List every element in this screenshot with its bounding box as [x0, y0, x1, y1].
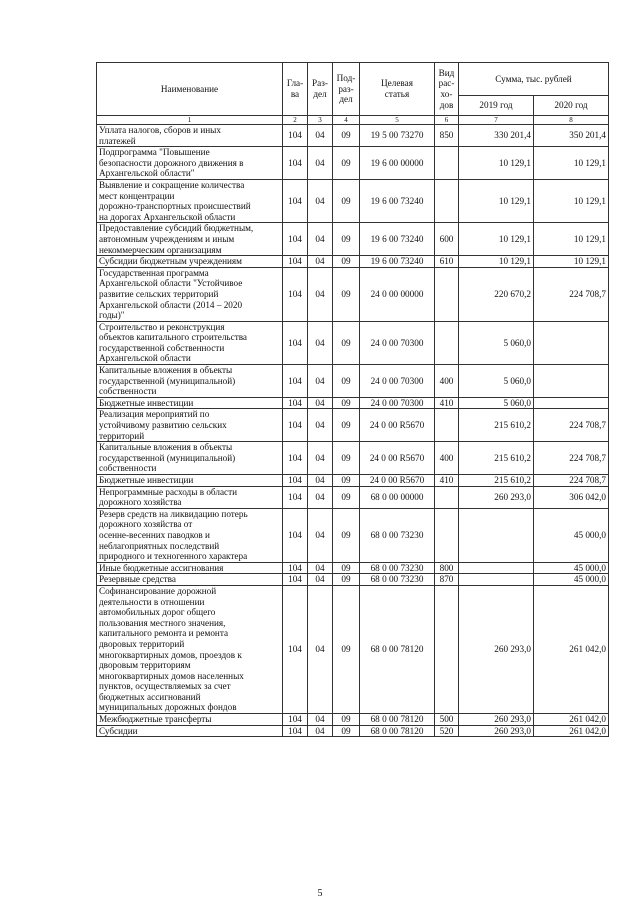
row-amount-2019: 5 060,0	[459, 397, 534, 409]
table-row	[97, 365, 609, 398]
row-amount-2019: 10 129,1	[459, 147, 534, 180]
row-name: Субсидии	[97, 725, 283, 737]
row-expense-type	[435, 147, 459, 180]
table-row	[97, 321, 609, 364]
row-section: 04	[308, 223, 333, 256]
row-subsection: 09	[333, 365, 360, 398]
row-expense-type	[435, 585, 459, 713]
table-row	[97, 223, 609, 256]
row-expense-type: 400	[435, 442, 459, 475]
table-row	[97, 562, 609, 574]
row-chapter: 104	[283, 574, 308, 586]
table-row	[97, 125, 609, 147]
row-subsection: 09	[333, 125, 360, 147]
row-amount-2019	[459, 562, 534, 574]
row-target-article: 24 0 00 00000	[360, 267, 435, 321]
row-section: 04	[308, 397, 333, 409]
row-expense-type: 400	[435, 365, 459, 398]
row-amount-2019: 260 293,0	[459, 486, 534, 508]
header-expense-type: Вид рас- хо- дов	[435, 63, 459, 116]
row-target-article: 68 0 00 78120	[360, 714, 435, 726]
row-subsection: 09	[333, 475, 360, 487]
row-target-article: 19 6 00 73240	[360, 179, 435, 222]
row-section: 04	[308, 574, 333, 586]
row-subsection: 09	[333, 223, 360, 256]
row-amount-2020	[534, 397, 609, 409]
row-subsection: 09	[333, 147, 360, 180]
row-expense-type: 850	[435, 125, 459, 147]
row-chapter: 104	[283, 475, 308, 487]
row-section: 04	[308, 714, 333, 726]
row-amount-2020: 10 129,1	[534, 179, 609, 222]
row-amount-2020: 224 708,7	[534, 475, 609, 487]
row-expense-type: 410	[435, 397, 459, 409]
row-target-article: 68 0 00 73230	[360, 574, 435, 586]
table-body	[97, 125, 609, 737]
row-name: Предоставление субсидий бюджетным, автономным учреждениям и иным некоммерческим организациям	[97, 223, 283, 256]
row-amount-2019: 5 060,0	[459, 321, 534, 364]
row-target-article: 24 0 00 70300	[360, 321, 435, 364]
row-expense-type	[435, 409, 459, 442]
row-amount-2020: 45 000,0	[534, 562, 609, 574]
row-name: Субсидии бюджетным учреждениям	[97, 256, 283, 268]
row-amount-2020: 261 042,0	[534, 585, 609, 713]
header-year-2019: 2019 год	[459, 96, 534, 116]
table-row	[97, 585, 609, 713]
row-amount-2020: 45 000,0	[534, 508, 609, 562]
row-chapter: 104	[283, 223, 308, 256]
row-target-article: 24 0 00 70300	[360, 365, 435, 398]
row-expense-type: 500	[435, 714, 459, 726]
row-chapter: 104	[283, 125, 308, 147]
row-name: Строительство и реконструкция объектов капитального строительства государственной собственности Архангельской области	[97, 321, 283, 364]
row-amount-2019: 260 293,0	[459, 585, 534, 713]
row-target-article: 68 0 00 78120	[360, 725, 435, 737]
row-amount-2019: 260 293,0	[459, 714, 534, 726]
row-target-article: 68 0 00 73230	[360, 508, 435, 562]
header-name: Наименование	[97, 63, 283, 116]
row-amount-2020: 10 129,1	[534, 256, 609, 268]
row-expense-type	[435, 267, 459, 321]
row-expense-type	[435, 179, 459, 222]
row-chapter: 104	[283, 267, 308, 321]
row-amount-2019	[459, 574, 534, 586]
row-section: 04	[308, 725, 333, 737]
row-subsection: 09	[333, 725, 360, 737]
row-section: 04	[308, 147, 333, 180]
row-amount-2020: 10 129,1	[534, 147, 609, 180]
row-chapter: 104	[283, 442, 308, 475]
row-name: Капитальные вложения в объекты государственной (муниципальной) собственности	[97, 442, 283, 475]
row-subsection: 09	[333, 409, 360, 442]
row-expense-type	[435, 508, 459, 562]
row-amount-2020: 224 708,7	[534, 442, 609, 475]
row-chapter: 104	[283, 725, 308, 737]
row-target-article: 24 0 00 R5670	[360, 475, 435, 487]
row-amount-2020	[534, 321, 609, 364]
column-number: 2	[283, 116, 308, 125]
column-number: 4	[333, 116, 360, 125]
row-section: 04	[308, 486, 333, 508]
header-section: Раз- дел	[308, 63, 333, 116]
row-subsection: 09	[333, 397, 360, 409]
table-row	[97, 574, 609, 586]
row-name: Софинансирование дорожной деятельности в отношении автомобильных дорог общего пользования местного значения, капитального ремонта и ремонта дворовых территорий многоквартирных домов, проездов к дворовым территориям многоквартирных домов населенных пунктов, осуществляемых за счет бюджетных ассигнований муниципальных дорожных фондов	[97, 585, 283, 713]
row-name: Государственная программа Архангельской области "Устойчивое развитие сельских территорий Архангельской области (2014 – 2020 годы)"	[97, 267, 283, 321]
row-target-article: 24 0 00 70300	[360, 397, 435, 409]
row-name: Бюджетные инвестиции	[97, 475, 283, 487]
row-subsection: 09	[333, 267, 360, 321]
row-subsection: 09	[333, 321, 360, 364]
table-row	[97, 267, 609, 321]
header-year-2020: 2020 год	[534, 96, 609, 116]
row-section: 04	[308, 442, 333, 475]
row-amount-2020: 224 708,7	[534, 409, 609, 442]
row-amount-2019: 215 610,2	[459, 442, 534, 475]
row-name: Резервные средства	[97, 574, 283, 586]
column-number: 5	[360, 116, 435, 125]
row-target-article: 19 6 00 73240	[360, 223, 435, 256]
row-section: 04	[308, 125, 333, 147]
row-name: Межбюджетные трансферты	[97, 714, 283, 726]
row-amount-2020: 350 201,4	[534, 125, 609, 147]
row-target-article: 24 0 00 R5670	[360, 409, 435, 442]
row-expense-type: 610	[435, 256, 459, 268]
table-row	[97, 714, 609, 726]
row-chapter: 104	[283, 365, 308, 398]
row-section: 04	[308, 409, 333, 442]
row-chapter: 104	[283, 486, 308, 508]
table-row	[97, 409, 609, 442]
row-subsection: 09	[333, 442, 360, 475]
row-subsection: 09	[333, 256, 360, 268]
row-amount-2019: 260 293,0	[459, 725, 534, 737]
row-name: Реализация мероприятий по устойчивому развитию сельских территорий	[97, 409, 283, 442]
budget-table	[96, 62, 609, 737]
column-number: 7	[459, 116, 534, 125]
row-expense-type: 520	[435, 725, 459, 737]
row-section: 04	[308, 365, 333, 398]
row-expense-type: 800	[435, 562, 459, 574]
row-chapter: 104	[283, 409, 308, 442]
table-row	[97, 725, 609, 737]
row-name: Иные бюджетные ассигнования	[97, 562, 283, 574]
row-name: Бюджетные инвестиции	[97, 397, 283, 409]
row-chapter: 104	[283, 508, 308, 562]
page-number: 5	[317, 888, 323, 899]
row-section: 04	[308, 585, 333, 713]
row-chapter: 104	[283, 397, 308, 409]
row-name: Подпрограмма "Повышение безопасности дорожного движения в Архангельской области"	[97, 147, 283, 180]
row-name: Выявление и сокращение количества мест концентрации дорожно-транспортных происшествий на дорогах Архангельской области	[97, 179, 283, 222]
row-amount-2019: 5 060,0	[459, 365, 534, 398]
row-chapter: 104	[283, 256, 308, 268]
table-row	[97, 442, 609, 475]
row-chapter: 104	[283, 585, 308, 713]
column-number: 6	[435, 116, 459, 125]
row-amount-2019: 220 670,2	[459, 267, 534, 321]
row-amount-2019	[459, 508, 534, 562]
header-chapter: Гла- ва	[283, 63, 308, 116]
row-chapter: 104	[283, 562, 308, 574]
row-section: 04	[308, 179, 333, 222]
row-section: 04	[308, 562, 333, 574]
row-amount-2019: 10 129,1	[459, 179, 534, 222]
row-amount-2019: 10 129,1	[459, 256, 534, 268]
row-expense-type: 600	[435, 223, 459, 256]
row-name: Резерв средств на ликвидацию потерь дорожного хозяйства от осенне-весенних паводков и неблагоприятных последствий природного и техногенного характера	[97, 508, 283, 562]
row-subsection: 09	[333, 562, 360, 574]
table-row	[97, 475, 609, 487]
row-amount-2019: 215 610,2	[459, 475, 534, 487]
row-expense-type: 410	[435, 475, 459, 487]
row-target-article: 24 0 00 R5670	[360, 442, 435, 475]
row-target-article: 68 0 00 73230	[360, 562, 435, 574]
row-amount-2020: 10 129,1	[534, 223, 609, 256]
row-subsection: 09	[333, 585, 360, 713]
row-subsection: 09	[333, 486, 360, 508]
row-subsection: 09	[333, 179, 360, 222]
row-amount-2020: 45 000,0	[534, 574, 609, 586]
column-number: 1	[97, 116, 283, 125]
row-section: 04	[308, 321, 333, 364]
row-amount-2020: 224 708,7	[534, 267, 609, 321]
row-section: 04	[308, 475, 333, 487]
row-chapter: 104	[283, 321, 308, 364]
table-row	[97, 508, 609, 562]
row-amount-2020: 306 042,0	[534, 486, 609, 508]
row-amount-2019: 10 129,1	[459, 223, 534, 256]
row-name: Уплата налогов, сборов и иных платежей	[97, 125, 283, 147]
header-target: Целевая статья	[360, 63, 435, 116]
row-subsection: 09	[333, 574, 360, 586]
row-name: Непрограммные расходы в области дорожного хозяйства	[97, 486, 283, 508]
row-subsection: 09	[333, 714, 360, 726]
header-subsection: Под- раз- дел	[333, 63, 360, 116]
row-target-article: 68 0 00 78120	[360, 585, 435, 713]
row-target-article: 68 0 00 00000	[360, 486, 435, 508]
row-section: 04	[308, 256, 333, 268]
row-amount-2020: 261 042,0	[534, 725, 609, 737]
table-row	[97, 179, 609, 222]
row-expense-type	[435, 486, 459, 508]
table-row	[97, 147, 609, 180]
row-target-article: 19 6 00 73240	[360, 256, 435, 268]
table-row	[97, 256, 609, 268]
column-number: 3	[308, 116, 333, 125]
row-amount-2020: 261 042,0	[534, 714, 609, 726]
row-amount-2020	[534, 365, 609, 398]
row-expense-type: 870	[435, 574, 459, 586]
column-number: 8	[534, 116, 609, 125]
row-chapter: 104	[283, 714, 308, 726]
row-subsection: 09	[333, 508, 360, 562]
row-name: Капитальные вложения в объекты государственной (муниципальной) собственности	[97, 365, 283, 398]
row-section: 04	[308, 267, 333, 321]
row-amount-2019: 215 610,2	[459, 409, 534, 442]
row-section: 04	[308, 508, 333, 562]
row-amount-2019: 330 201,4	[459, 125, 534, 147]
row-target-article: 19 5 00 73270	[360, 125, 435, 147]
table-row	[97, 397, 609, 409]
column-number-row	[97, 116, 609, 125]
table-row	[97, 486, 609, 508]
row-chapter: 104	[283, 179, 308, 222]
row-expense-type	[435, 321, 459, 364]
row-target-article: 19 6 00 00000	[360, 147, 435, 180]
row-chapter: 104	[283, 147, 308, 180]
header-amount: Сумма, тыс. рублей	[459, 63, 609, 96]
